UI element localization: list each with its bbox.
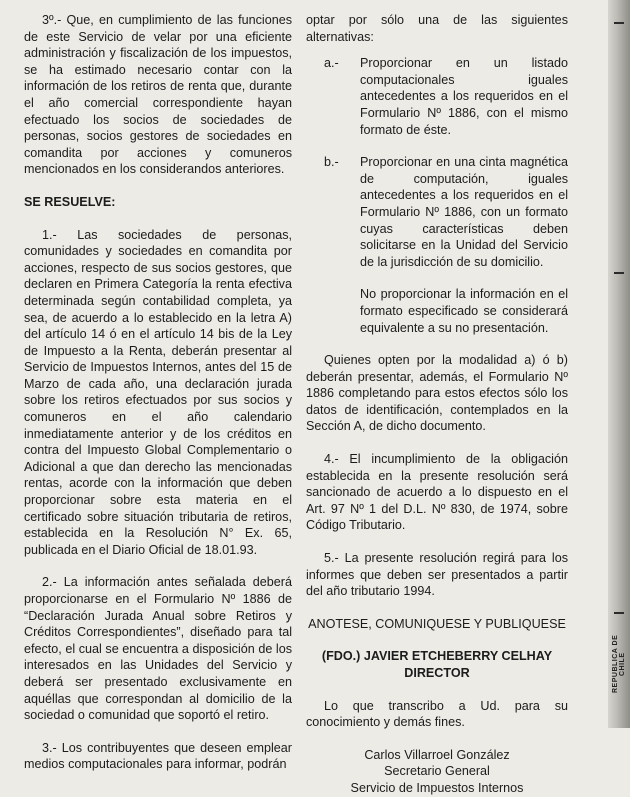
resuelve-item-1: 1.- Las sociedades de personas, comunidades y sociedades en comandita por acciones, respecto de sus socios gestores, que declaren en Primera Categoría la renta efectiva determinada según contabilidad completa, ya sea, de acuerdo a lo establecido en la letra A) del artículo 14 ó en el artículo 14 bis de la Ley de Impuesto a la Renta, deberán presentar al Servicio de Impuestos Internos, antes del 15 de Marzo de cada año, una declaración jurada sobre los retiros efectuados por sus socios y comuneros en el año calendario inmediatamente anterior y de los créditos en contra del Impuesto Global Complementario o Adicional a que dan derecho las mencionadas rentas, acorde con la información que deben proporcionar sobre esta materia en el certificado sobre situación tributaria de retiros, establecida en la Resolución N° Ex. 65, publicada en el Diario Oficial de 18.01.93. <box>24 227 292 557</box>
transcription-note: Lo que transcribo a Ud. para su conocimiento y demás fines. <box>306 698 568 730</box>
modalidad-paragraph: Quienes opten por la modalidad a) ó b) deberán presentar, además, el Formulario Nº 1886 completando para estos efectos sólo los datos de identificación, contemplados en la Sección A, de dicho documento. <box>306 353 568 434</box>
alternative-b <box>306 154 568 270</box>
resuelve-item-3-continued: optar por sólo una de las siguientes alternativas: <box>306 13 568 44</box>
signature-title: DIRECTOR <box>404 666 470 680</box>
left-column <box>24 12 292 773</box>
signer-organization: Servicio de Impuestos Internos <box>350 780 524 795</box>
alternative-letter: b.- <box>324 155 339 170</box>
signer-title: Secretario General <box>384 764 490 779</box>
resuelve-item-2: 2.- La información antes señalada deberá proporcionarse en el Formulario Nº 1886 de “Declaración Jurada Anual sobre Retiros y Créditos Correspondientes”, diseñado para tal efecto, el cual se encuentra a disposición de los interesados en las Unidades del Servicio y deberá ser presentado exclusivamente en aquéllas que correspondan al domicilio de la sociedad o comunidad que soportó el retiro. <box>24 575 292 723</box>
signature-name: (FDO.) JAVIER ETCHEBERRY CELHAY <box>321 649 553 664</box>
alternative-note: No proporcionar la información en el formato especificado se considerará equivalente a su no presentación. <box>360 287 568 335</box>
alternative-text: Proporcionar en un listado computacionales iguales antecedentes a los requeridos en el Formulario Nº 1886, con el mismo formato de éste. <box>360 56 568 137</box>
alternative-a <box>306 55 568 138</box>
alternative-text: Proporcionar en una cinta magnética de computación, iguales antecedentes a los requeridos en el Formulario Nº 1886, con un formato cuyas características deben solicitarse en la Unidad del Servicio de la jurisdicción de su domicilio. <box>360 155 568 269</box>
margin-mark <box>614 612 624 614</box>
republica-stamp: REPUBLICA DE CHILE <box>612 634 626 694</box>
margin-mark <box>614 22 624 24</box>
alternative-letter: a.- <box>324 56 339 71</box>
resuelve-item-3: 3.- Los contribuyentes que deseen emplear medios computacionales para informar, podrán <box>24 740 292 772</box>
page-edge-shadow <box>608 0 630 728</box>
margin-mark <box>614 272 624 274</box>
signer-name: Carlos Villarroel González <box>364 747 510 762</box>
resuelve-item-4: 4.- El incumplimiento de la obligación establecida en la presente resolución será sancionado de acuerdo a lo dispuesto en el Art. 97 Nº 1 del D.L. Nº 830, de 1974, sobre Código Tributario. <box>306 452 568 533</box>
alternative-note-row <box>306 286 568 336</box>
considerando-3: 3º.- Que, en cumplimiento de las funciones de este Servicio de velar por una eficiente administración y fiscalización de los impuestos, se ha estimado necesario contar con la información de los retiros de renta que, durante el año comercial correspondiente hayan efectuado los socios de sociedades de personas, socios gestores de sociedades en comandita por acciones y comuneros mencionados en los considerandos anteriores. <box>24 13 292 177</box>
se-resuelve-heading: SE RESUELVE: <box>24 194 116 209</box>
right-column <box>306 12 568 797</box>
closing-formula: ANOTESE, COMUNIQUESE Y PUBLIQUESE <box>308 616 566 631</box>
resuelve-item-5: 5.- La presente resolución regirá para los informes que deben ser presentados a partir del año tributario 1994. <box>306 551 568 599</box>
